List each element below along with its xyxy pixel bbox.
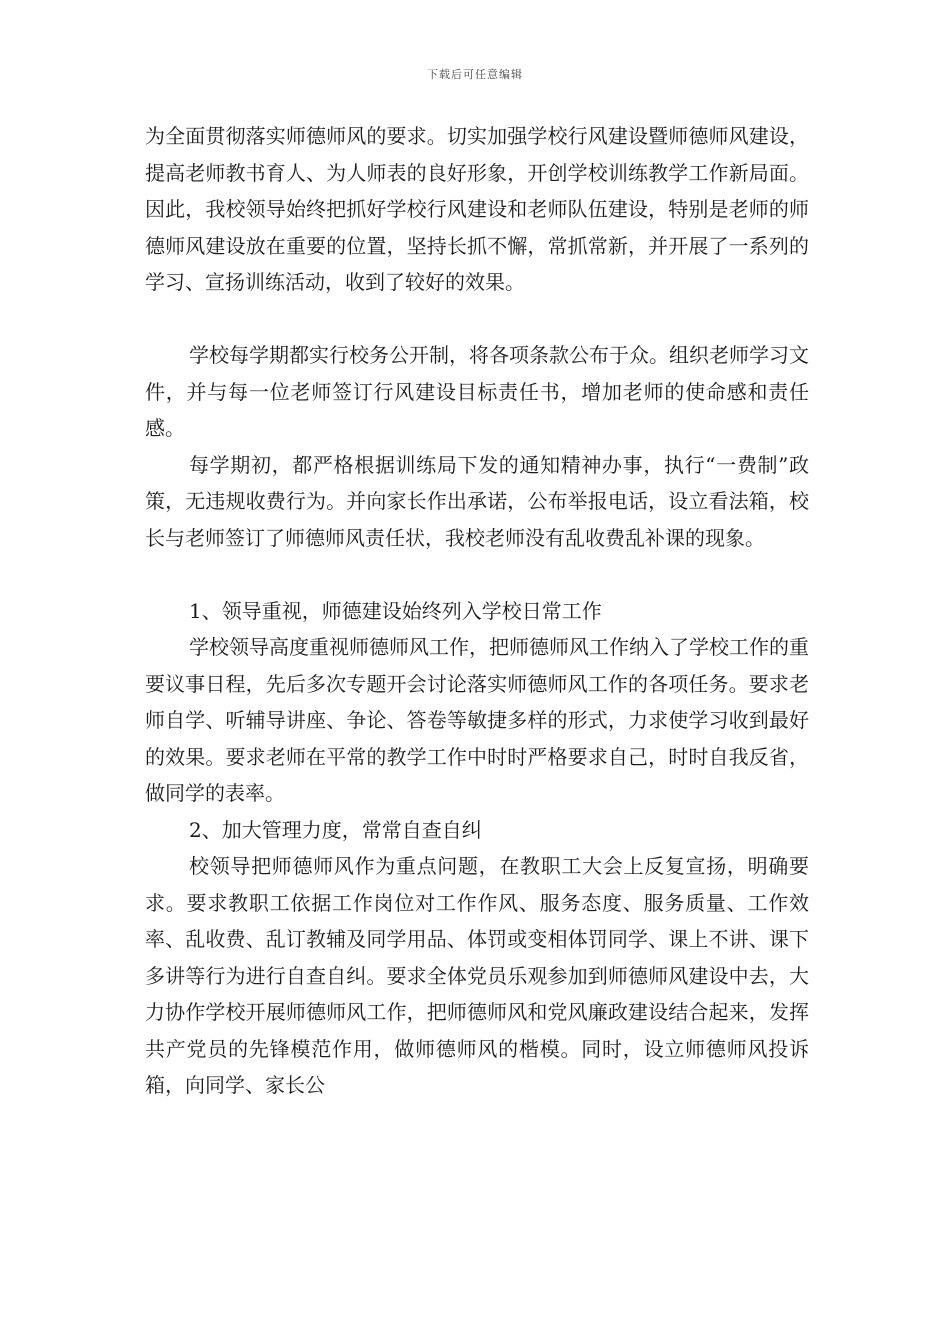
paragraph-fee-policy: 每学期初，都严格根据训练局下发的通知精神办事，执行“一费制”政策，无违规收费行为。并向家长作出承诺，公布举报电话，设立看法箱，校长与老师签订了师德师风责任状，我校老师没有乱收费乱补课的现象。 [145,452,809,550]
paragraph-public-affairs: 学校每学期都实行校务公开制，将各项条款公布于众。组织老师学习文件，并与每一位老师签订行风建设目标责任书，增加老师的使命感和责任感。 [145,343,809,440]
document-body [145,118,809,1104]
paragraph-leadership: 学校领导高度重视师德师风工作，把师德师风工作纳入了学校工作的重要议事日程，先后多次专题开会讨论落实师德师风工作的各项任务。要求老师自学、听辅导讲座、争论、答卷等敏捷多样的形式，力求使学习收到最好的效果。要求老师在平常的教学工作中时时严格要求自己，时时自我反省，做同学的表率。 [145,635,809,805]
paragraph-management: 校领导把师德师风作为重点问题，在教职工大会上反复宣扬，明确要求。要求教职工依据工作岗位对工作作风、服务态度、服务质量、工作效率、乱收费、乱订教辅及同学用品、体罚或变相体罚同学、课上不讲、课下多讲等行为进行自查自纠。要求全体党员乐观参加到师德师风建设中去，大力协作学校开展师德师风工作，把师德师风和党风廉政建设结合起来，发挥共产党员的先锋模范作用，做师德师风的楷模。同时，设立师德师风投诉箱，向同学、家长公 [145,854,809,1097]
section-heading-2: 2、加大管理力度，常常自查自纠 [189,817,482,842]
page-header: 下载后可任意编辑 [427,68,523,81]
section-heading-1: 1、领导重视，师德建设始终列入学校日常工作 [189,598,602,623]
paragraph-intro: 为全面贯彻落实师德师风的要求。切实加强学校行风建设暨师德师风建设，提高老师教书育人、为人师表的良好形象，开创学校训练教学工作新局面。因此，我校领导始终把抓好学校行风建设和老师队伍建设，特别是老师的师德师风建设放在重要的位置，坚持长抓不懈，常抓常新，并开展了一系列的学习、宣扬训练活动，收到了较好的效果。 [145,124,809,294]
